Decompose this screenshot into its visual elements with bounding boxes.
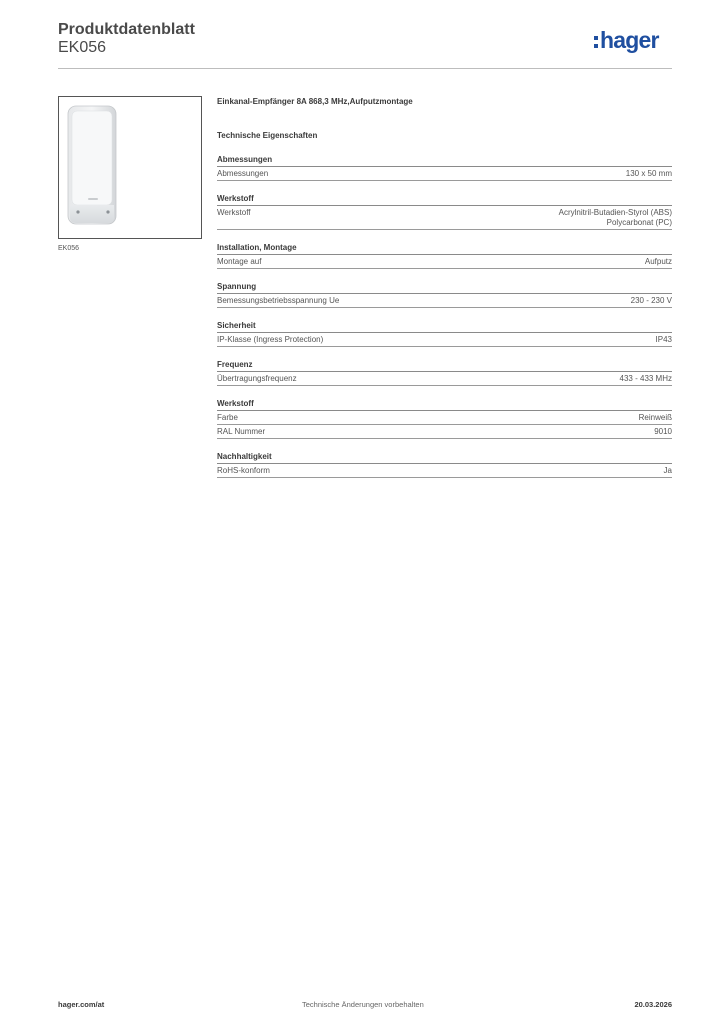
spec-label: RoHS-konform	[217, 466, 270, 475]
spec-group-title: Frequenz	[217, 360, 672, 372]
spec-value-line: 433 - 433 MHz	[619, 374, 672, 383]
spec-group-frequency	[217, 360, 672, 386]
spec-label: IP-Klasse (Ingress Protection)	[217, 335, 324, 344]
spec-value	[559, 208, 672, 228]
spec-group-title: Werkstoff	[217, 399, 672, 411]
logo-text: hager	[600, 27, 659, 53]
spec-value-line: Reinweiß	[638, 413, 672, 422]
spec-row	[217, 255, 672, 269]
spec-value-line: IP43	[655, 335, 672, 344]
hager-logo	[594, 29, 659, 52]
spec-value	[631, 296, 672, 306]
header-divider	[58, 68, 672, 69]
spec-value-line: 130 x 50 mm	[625, 169, 672, 178]
spec-group-sustainability	[217, 452, 672, 478]
page-title: Produktdatenblatt	[58, 21, 195, 38]
spec-group-title: Werkstoff	[217, 194, 672, 206]
product-details	[217, 97, 672, 478]
product-image-caption: EK056	[58, 245, 80, 252]
spec-row	[217, 464, 672, 478]
footer-notice: Technische Änderungen vorbehalten	[302, 1000, 424, 1009]
spec-row	[217, 294, 672, 308]
spec-row	[217, 206, 672, 230]
spec-group-dimensions	[217, 155, 672, 181]
spec-value	[664, 466, 672, 476]
spec-label: RAL Nummer	[217, 427, 266, 436]
spec-value-line: Ja	[663, 466, 672, 475]
spec-group-color	[217, 399, 672, 439]
spec-row	[217, 333, 672, 347]
spec-value-line: 9010	[654, 427, 672, 436]
footer-website-link[interactable]: hager.com/at	[58, 1000, 105, 1009]
spec-label: Abmessungen	[217, 169, 269, 178]
spec-group-voltage	[217, 282, 672, 308]
logo-dots-icon	[594, 36, 598, 48]
spec-group-title: Nachhaltigkeit	[217, 452, 672, 464]
spec-value	[645, 257, 672, 267]
spec-value-line: Aufputz	[644, 257, 672, 266]
spec-value	[639, 413, 672, 423]
spec-group-title: Spannung	[217, 282, 672, 294]
footer-date: 20.03.2026	[634, 1000, 672, 1009]
product-image	[62, 102, 122, 230]
spec-group-title: Sicherheit	[217, 321, 672, 333]
spec-group-safety	[217, 321, 672, 347]
spec-group-title: Installation, Montage	[217, 243, 672, 255]
spec-group-title: Abmessungen	[217, 155, 672, 167]
spec-label: Bemessungsbetriebsspannung Ue	[217, 296, 340, 305]
spec-label: Übertragungsfrequenz	[217, 374, 297, 383]
spec-value	[620, 374, 672, 384]
spec-value	[654, 427, 672, 437]
spec-value-line: Polycarbonat (PC)	[606, 218, 672, 227]
spec-row	[217, 411, 672, 425]
spec-row	[217, 425, 672, 439]
product-code: EK056	[58, 39, 107, 56]
spec-group-material	[217, 194, 672, 230]
spec-label: Farbe	[217, 413, 238, 422]
spec-value	[626, 169, 672, 179]
spec-group-installation	[217, 243, 672, 269]
spec-row	[217, 372, 672, 386]
spec-value-line: Acrylnitril-Butadien-Styrol (ABS)	[558, 208, 672, 217]
spec-row	[217, 167, 672, 181]
spec-label: Werkstoff	[217, 208, 251, 217]
spec-value-line: 230 - 230 V	[630, 296, 672, 305]
spec-value	[656, 335, 672, 345]
spec-label: Montage auf	[217, 257, 262, 266]
product-description: Einkanal-Empfänger 8A 868,3 MHz,Aufputzmontage	[217, 97, 413, 106]
section-title: Technische Eigenschaften	[217, 131, 318, 140]
